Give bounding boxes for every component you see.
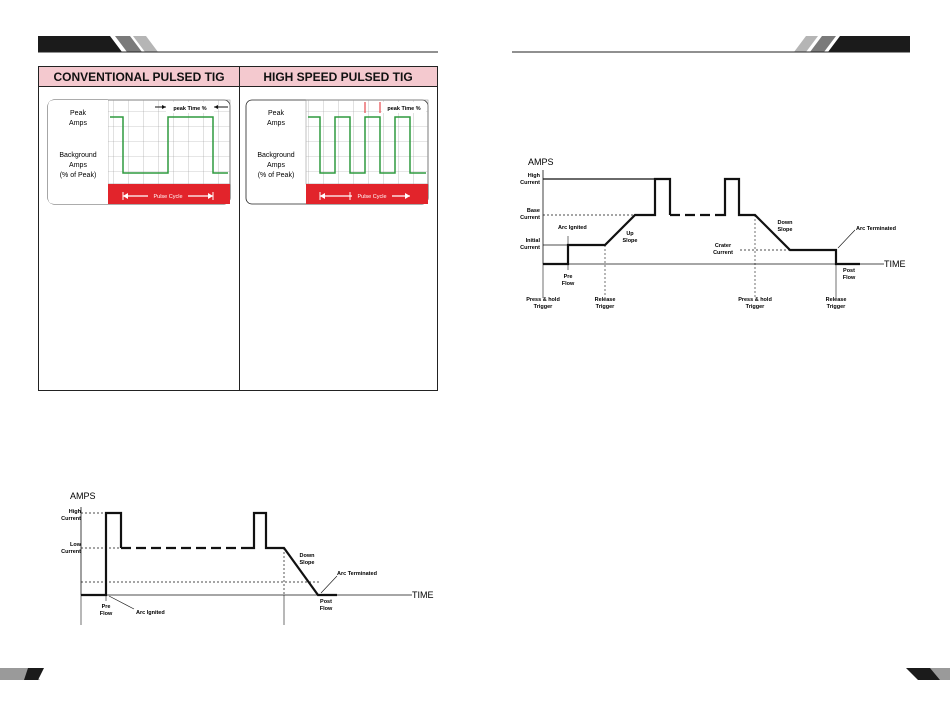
page-footer-decoration <box>0 660 950 705</box>
hs-peak-label: Peak <box>268 110 284 117</box>
seq-post-flow-2: Flow <box>842 275 856 281</box>
amps-axis-label: AMPS <box>70 491 96 501</box>
low-current-label-1: Low <box>70 542 81 548</box>
high-current-label-2: Current <box>61 516 81 522</box>
high-current-label-1: High <box>68 509 81 515</box>
percent-peak-label: (% of Peak) <box>59 172 97 179</box>
conventional-pulsed-header: CONVENTIONAL PULSED TIG <box>39 67 239 87</box>
pulse-sequence-graph <box>50 485 450 630</box>
hs-background-amps-label: Amps <box>267 162 285 169</box>
high-speed-pulsed-header: HIGH SPEED PULSED TIG <box>239 67 437 87</box>
press-hold-2b: Trigger <box>745 304 765 310</box>
seq-down-slope-label-1: Down <box>777 220 793 226</box>
seq-pre-flow-1: Pre <box>563 274 573 280</box>
seq-initial-current-1: Initial <box>525 238 540 244</box>
seq-waveform-start <box>543 179 670 264</box>
press-hold-1a: Press & hold <box>526 297 560 303</box>
high-speed-pulse-diagram <box>246 100 428 204</box>
arc-ignited-label: Arc Ignited <box>136 610 165 616</box>
peak-label: Peak <box>70 110 86 117</box>
pulse-cycle-label: Pulse Cycle <box>153 194 183 200</box>
seq-arc-terminated-label: Arc Terminated <box>856 226 896 232</box>
peak-time-label: peak Time % <box>173 106 207 112</box>
time-axis-label: TIME <box>412 590 434 600</box>
up-slope-label-2: Slope <box>622 238 638 244</box>
seq-high-current-2: Current <box>520 180 540 186</box>
left-header-bar <box>38 36 122 52</box>
release-1a: Release <box>594 297 616 303</box>
press-hold-1b: Trigger <box>533 304 553 310</box>
hs-percent-peak-label: (% of Peak) <box>257 172 295 179</box>
pulse-waveform-end <box>248 513 337 595</box>
low-current-label-2: Current <box>61 549 81 555</box>
page-header-decoration <box>0 0 950 60</box>
down-slope-label-2: Slope <box>299 560 315 566</box>
arc-terminated-label: Arc Terminated <box>337 571 377 577</box>
up-slope-label-1: Up <box>626 231 634 237</box>
seq-down-slope-label-2: Slope <box>777 227 793 233</box>
pre-flow-label-1: Pre <box>101 604 111 610</box>
seq-amps-axis-label: AMPS <box>528 157 554 167</box>
right-header-bar <box>828 36 910 52</box>
hs-pulse-cycle-label: Pulse Cycle <box>357 194 387 200</box>
crater-current-label-2: Current <box>713 250 733 256</box>
seq-time-axis-label: TIME <box>884 259 906 269</box>
post-flow-label-1: Post <box>320 599 332 605</box>
hs-amps-label: Amps <box>267 120 285 127</box>
seq-arc-ignited-label: Arc Ignited <box>558 225 587 231</box>
crater-current-label-1: Crater <box>714 243 732 249</box>
pulse-panels <box>38 66 438 391</box>
conventional-pulse-diagram <box>48 100 230 204</box>
hs-background-label: Background <box>257 152 295 159</box>
release-2a: Release <box>825 297 847 303</box>
down-slope-label-1: Down <box>299 553 315 559</box>
hs-peak-time-label: peak Time % <box>387 106 421 112</box>
seq-high-current-1: High <box>527 173 540 179</box>
seq-base-current-1: Base <box>526 208 540 214</box>
background-amps-label: Amps <box>69 162 87 169</box>
pulse-waveform-start <box>81 513 121 595</box>
release-2b: Trigger <box>826 304 846 310</box>
background-label: Background <box>59 152 97 159</box>
post-flow-label-2: Flow <box>319 606 333 612</box>
tig-sequence-graph <box>510 150 910 320</box>
seq-base-current-2: Current <box>520 215 540 221</box>
amps-label: Amps <box>69 120 87 127</box>
pre-flow-label-2: Flow <box>99 611 113 617</box>
seq-pre-flow-2: Flow <box>561 281 575 287</box>
press-hold-2a: Press & hold <box>738 297 772 303</box>
seq-post-flow-1: Post <box>843 268 855 274</box>
release-1b: Trigger <box>595 304 615 310</box>
seq-initial-current-2: Current <box>520 245 540 251</box>
